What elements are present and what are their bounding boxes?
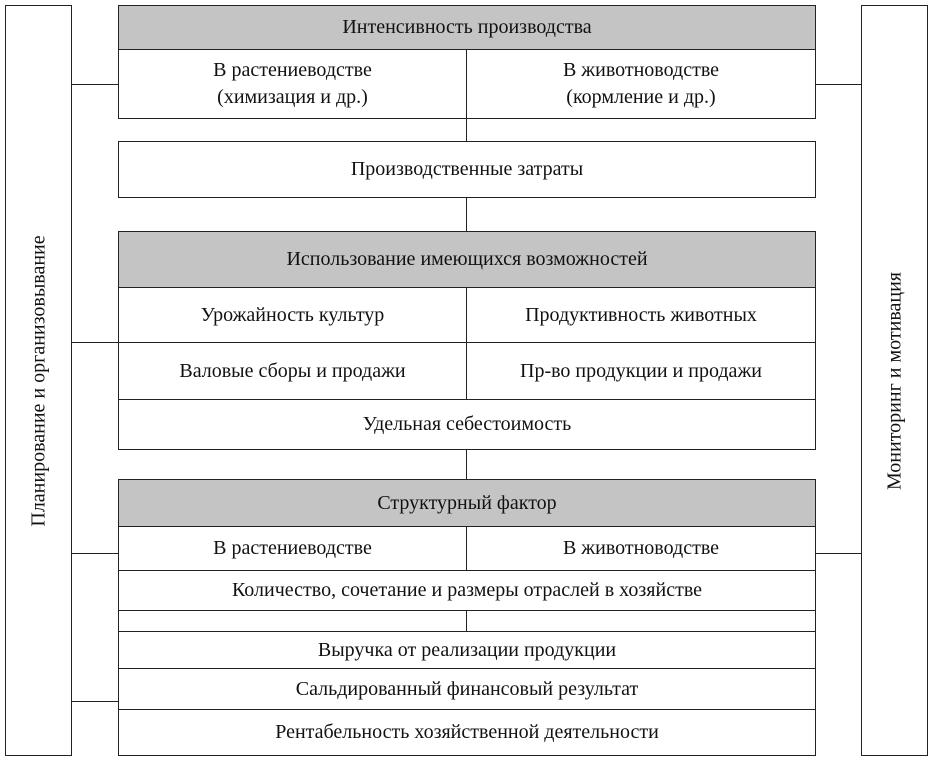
production-sales-cell: Пр-во продукции и продажи (466, 342, 816, 400)
production-costs: Производственные затраты (118, 141, 816, 198)
left-connector-2 (72, 342, 118, 343)
animal-productivity-cell: Продуктивность животных (466, 287, 816, 343)
monitoring-label: Мониторинг и мотивация (883, 271, 905, 490)
unit-cost-cell: Удельная себестоимость (118, 399, 816, 450)
monitoring-panel (861, 5, 928, 756)
intensity-header: Интенсивность производства (118, 5, 816, 50)
financial-result-cell: Сальдированный финансовый результат (118, 668, 816, 710)
left-connector-4 (72, 701, 118, 702)
left-connector-3 (72, 553, 118, 554)
structure-crop-cell: В растениеводстве (118, 526, 467, 571)
connector-costs-opportunities (466, 197, 467, 231)
connector-unitcost-structure (466, 449, 467, 479)
intensity-livestock-line1: В животноводстве (562, 59, 720, 81)
right-connector-2 (815, 553, 861, 554)
left-connector-1 (72, 84, 118, 85)
intensity-crop-line2: (химизация и др.) (217, 86, 368, 108)
branches-cell: Количество, сочетание и размеры отраслей в хозяйстве (118, 570, 816, 611)
intensity-livestock-cell (466, 49, 816, 119)
revenue-cell: Выручка от реализации продукции (118, 631, 816, 669)
opportunities-header: Использование имеющихся возможностей (118, 231, 816, 288)
spacer-box (118, 610, 816, 632)
right-connector-1 (815, 84, 861, 85)
planning-label: Планирование и организовывание (27, 234, 49, 527)
intensity-livestock-line2: (кормление и др.) (566, 86, 716, 108)
intensity-crop-cell (118, 49, 467, 119)
structure-header: Структурный фактор (118, 479, 816, 527)
intensity-crop-line1: В растениеводстве (213, 59, 372, 81)
structure-livestock-cell: В животноводстве (466, 526, 816, 571)
profitability-cell: Рентабельность хозяйственной деятельности (118, 709, 816, 756)
gross-harvest-cell: Валовые сборы и продажи (118, 342, 467, 400)
planning-panel (5, 5, 72, 756)
connector-intensity-costs (466, 118, 467, 141)
crop-yield-cell: Урожайность культур (118, 287, 467, 343)
spacer-divider (466, 610, 467, 632)
